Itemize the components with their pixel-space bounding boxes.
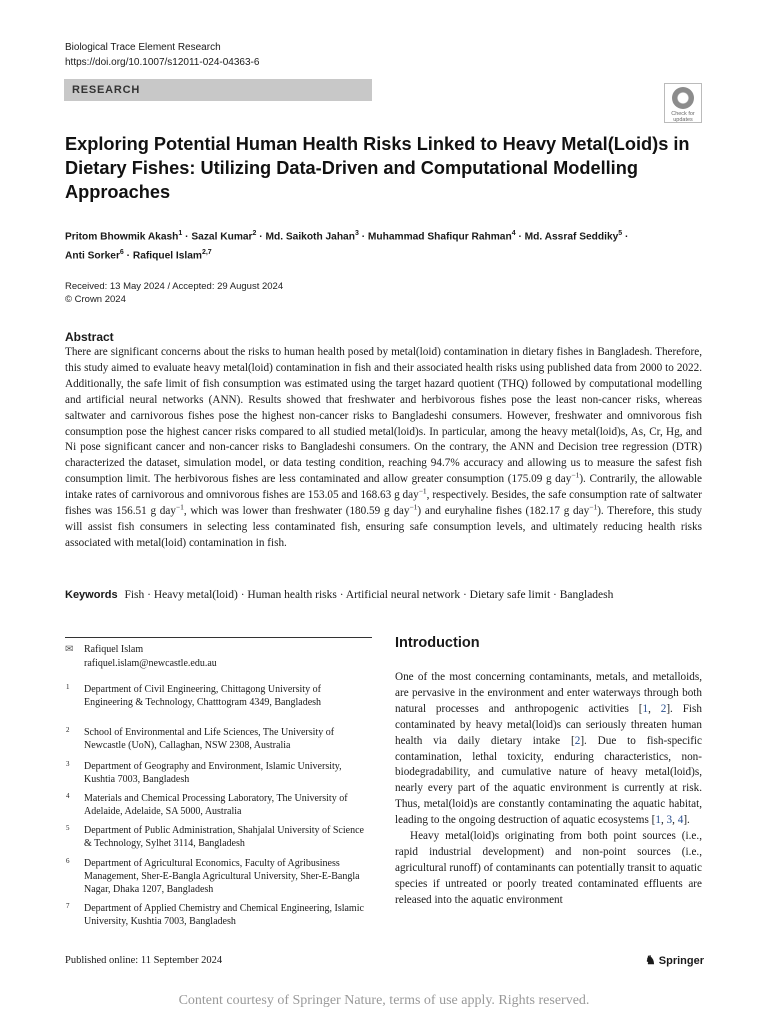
- author-affiliation-ref: 3: [354, 230, 359, 237]
- section-label: RESEARCH: [64, 79, 372, 101]
- abstract-part: ) and euryhaline fishes (182.17 g day: [417, 505, 590, 518]
- affiliation-text: Department of Public Administration, Shahjalal University of Science & Technology, Sylhet 3114, Bangladesh: [84, 825, 364, 850]
- journal-name: Biological Trace Element Research: [65, 42, 221, 53]
- copyright: © Crown 2024: [65, 294, 126, 305]
- keywords-label: Keywords: [65, 589, 118, 601]
- affiliation-item: [65, 902, 370, 928]
- affiliation-text: Department of Applied Chemistry and Chemical Engineering, Islamic University, Kushtia 7003, Bangladesh: [84, 903, 364, 928]
- affiliation-item: [65, 726, 370, 752]
- published-date: Published online: 11 September 2024: [65, 955, 223, 966]
- citation-separator: ,: [672, 814, 678, 827]
- author-name[interactable]: Pritom Bhowmik Akash: [65, 231, 179, 243]
- corresponding-email[interactable]: rafiquel.islam@newcastle.edu.au: [84, 658, 217, 669]
- citation-separator: ,: [660, 814, 667, 827]
- citation-link[interactable]: 4: [677, 814, 684, 827]
- unit-exponent: −1: [589, 502, 598, 512]
- courtesy-notice: Content courtesy of Springer Nature, terms of use apply. Rights reserved.: [178, 993, 590, 1008]
- unit-exponent: −1: [409, 502, 418, 512]
- author-name[interactable]: Sazal Kumar: [191, 231, 253, 243]
- citation-link[interactable]: 3: [666, 814, 673, 827]
- article-dates: [65, 280, 283, 306]
- citation-link[interactable]: 2: [660, 702, 667, 715]
- intro-part: One of the most concerning contaminants, metals, and metalloids, are pervasive in the environment and enter waterways through both natural processes and anthropogenic activities [: [395, 671, 702, 715]
- author-name[interactable]: Md. Saikoth Jahan: [265, 231, 355, 243]
- check-updates-line1: Check for: [671, 111, 695, 117]
- affiliation-number: 3: [66, 760, 70, 768]
- intro-paragraph-2: Heavy metal(loid)s originating from both point sources (i.e., rapid industrial development) and non-point sources (i.e., agricultural runoff) of contaminants can potentially transit to aquatic species if untreated or poorly treated contaminated effluents are released into the aquatic environment: [395, 830, 702, 906]
- affiliation-number: 1: [66, 683, 70, 691]
- introduction-heading: Introduction: [395, 635, 480, 651]
- author-name[interactable]: Rafiquel Islam: [132, 250, 202, 262]
- keywords: [65, 589, 705, 601]
- affiliation-item: [65, 760, 370, 786]
- citation-separator: ,: [648, 702, 661, 715]
- affiliation-text: Materials and Chemical Processing Laboratory, The University of Adelaide, Adelaide, SA 5000, Australia: [84, 793, 348, 818]
- author-affiliation-ref: 1: [178, 230, 183, 237]
- affiliation-text: Department of Civil Engineering, Chittagong University of Engineering & Technology, Chatttogram 4349, Bangladesh: [84, 684, 322, 709]
- affiliation-number: 4: [66, 792, 70, 800]
- affiliation-number: 6: [66, 857, 70, 865]
- check-for-updates-button[interactable]: [664, 83, 702, 123]
- abstract-part: There are significant concerns about the risks to human health posed by metal(loid) contamination in dietary fishes in Bangladesh. Therefore, this study aimed to evaluate heavy metal(loid) contamination in fish and their associated health risks using published data from 2000 to 2022. Additionally, the safe limit of fish consumption was estimated using the target hazard quotient (THQ) followed by computational modelling and artificial neural networks (ANN). Results showed that freshwater and herbivorous fishes pose the least non-cancer risks, whereas saltwater and carnivorous fishes pose the highest non-cancer risks to Bangladeshi consumers. However, freshwater and omnivorous fish consumption pose the highest cancer risks compared to all studied metal(loid)s. In particular, among the heavy metal(loid)s, As, Cr, Hg, and Ni pose significant cancer and non-cancer risks to Bangladeshi consumers. On the contrary, the ANN and Decision tree regression (DTR) characterized the dataset, simulation model, or data testing condition, reaching 94.7% accuracy and allowing us to measure the safest fish consumption limit. The herbivorous fishes are less contaminated and allow greater consumption (175.09 g day: [65, 346, 702, 486]
- publisher-name: Springer: [658, 955, 704, 967]
- journal-header: [65, 40, 259, 70]
- check-updates-line2: updates: [673, 117, 693, 123]
- abstract-heading: Abstract: [65, 330, 114, 344]
- affiliation-item: [65, 824, 370, 850]
- citation-link[interactable]: 2: [574, 734, 581, 747]
- envelope-icon: ✉: [65, 644, 74, 655]
- unit-exponent: −1: [418, 486, 427, 496]
- corresponding-name: Rafiquel Islam: [84, 644, 144, 655]
- check-updates-icon: [672, 87, 694, 109]
- affiliation-number: 2: [66, 726, 70, 734]
- affiliation-text: Department of Geography and Environment, Islamic University, Kushtia 7003, Bangladesh: [84, 761, 342, 786]
- corresponding-author: [65, 643, 370, 671]
- abstract-part: , which was lower than freshwater (180.59 g day: [183, 505, 410, 518]
- author-affiliation-ref: 6: [119, 249, 124, 257]
- intro-part: ].: [683, 814, 690, 827]
- citation-link[interactable]: 1: [642, 702, 649, 715]
- received-accepted: Received: 13 May 2024 / Accepted: 29 August 2024: [65, 281, 284, 292]
- article-title: Exploring Potential Human Health Risks Linked to Heavy Metal(Loid)s in Dietary Fishes: Utilizing Data-Driven and Computational Modelling Approaches: [65, 134, 690, 202]
- introduction-text: [395, 670, 702, 909]
- keywords-text: Fish · Heavy metal(loid) · Human health risks · Artificial neural network · Dietary safe limit · Bangladesh: [124, 589, 614, 601]
- unit-exponent: −1: [175, 502, 184, 512]
- publisher-logo: [645, 953, 704, 967]
- intro-part: ]. Due to fish-specific contamination, lethal toxicity, enduring characteristics, non-biodegradability, and cumulative nature of heavy metal(loid)s, nearly every part of the aquatic environment is currently at risk. Thus, metal(loid)s are constantly contaminating the aquatic habitat, leading to the ongoing destruction of aquatic ecosystems [: [395, 734, 702, 827]
- springer-horse-icon: ♞: [645, 953, 656, 967]
- abstract-part: ). Contrarily, the allowable intake rates of carnivorous and omnivorous fishes are 153.05 and 168.63 g day: [65, 473, 703, 502]
- affiliations-divider: [65, 637, 372, 638]
- author-affiliation-ref: 4: [511, 230, 516, 237]
- author-affiliation-ref: 2: [252, 230, 257, 237]
- intro-part: ]. Fish contaminated by heavy metal(loid)s can seriously threaten human health via daily dietary intake [: [395, 702, 702, 747]
- author-affiliation-ref: 5: [618, 230, 623, 237]
- abstract-part: ). Therefore, this study will assist fish consumers in selecting less contaminated fish, ensuring safe consumption levels, and ultimately reducing health risks associated with metal(loid) contamination in fish.: [65, 505, 703, 549]
- doi-link[interactable]: https://doi.org/10.1007/s12011-024-04363-6: [65, 57, 260, 68]
- abstract-text: [65, 345, 702, 552]
- author-name[interactable]: Md. Assraf Seddiky: [524, 231, 619, 243]
- author-affiliation-ref: 2,7: [201, 249, 212, 257]
- author-name[interactable]: Muhammad Shafiqur Rahman: [367, 231, 512, 243]
- abstract-part: , respectively. Besides, the safe consumption rate of saltwater fishes was 156.51 g day: [65, 489, 702, 518]
- affiliation-item: [65, 683, 370, 709]
- author-name[interactable]: Anti Sorker: [65, 250, 120, 262]
- citation-link[interactable]: 1: [655, 814, 661, 827]
- affiliation-item: [65, 792, 370, 818]
- affiliation-number: 5: [66, 824, 70, 832]
- author-list: Pritom Bhowmik Akash$^1$ · Sazal Kumar$^2$ · Md. Saikoth Jahan$^3$ · Muhammad Shafiqur Rahman$^4$ · Md. Assraf Seddiky$^5$ · Anti Sorker$^6$ · Rafiquel Islam$^{2,7}$: [65, 230, 629, 262]
- affiliation-text: Department of Agricultural Economics, Faculty of Agribusiness Management, Sher-E-Bangla Agricultural University, Sher-E-Bangla Nagar, Dhaka 1207, Bangladesh: [84, 858, 360, 896]
- affiliation-item: [65, 857, 370, 897]
- unit-exponent: −1: [571, 470, 580, 480]
- affiliation-number: 7: [66, 902, 70, 910]
- affiliation-text: School of Environmental and Life Sciences, The University of Newcastle (UoN), Callaghan, NSW 2308, Australia: [84, 727, 335, 752]
